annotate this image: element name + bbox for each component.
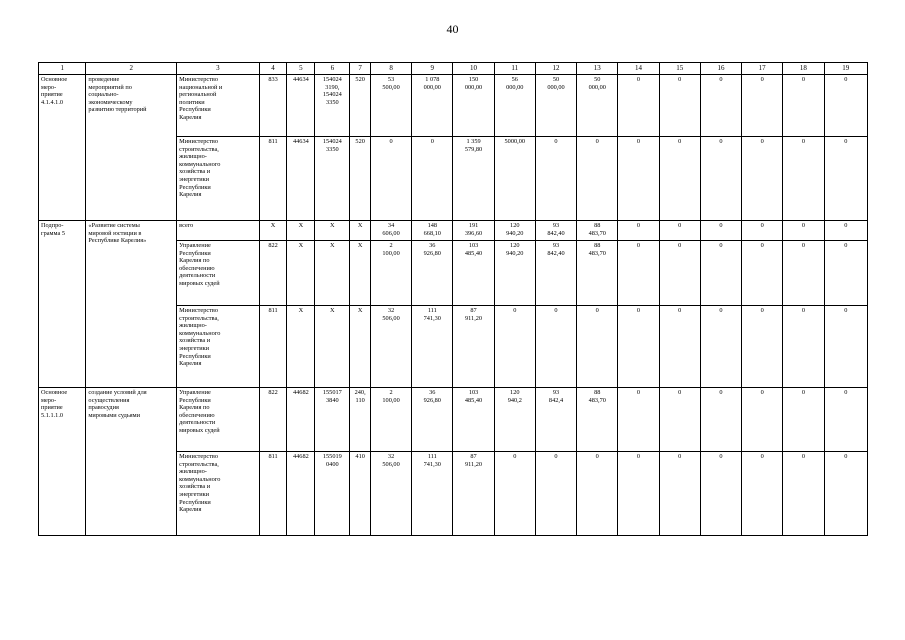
executor-cell: Министерство строительства, жилищно- коммунального хозяйства и энергетики Республики Карелия <box>177 306 259 388</box>
value-cell: 56 000,00 <box>494 75 535 137</box>
value-cell: 0 <box>824 241 867 306</box>
program-code-cell: Основное меро- приятие 4.1.4.1.0 <box>39 75 86 221</box>
program-name-cell: «Развитие системы мировой юстиции в Республике Карелия» <box>86 221 177 388</box>
value-cell: 833 <box>259 75 287 137</box>
table-body <box>39 63 868 536</box>
value-cell: 120 940,20 <box>494 221 535 241</box>
value-cell: 0 <box>700 75 741 137</box>
column-header: 10 <box>453 63 494 75</box>
column-header: 4 <box>259 63 287 75</box>
value-cell: 0 <box>659 75 700 137</box>
value-cell: X <box>315 306 350 388</box>
value-cell: 0 <box>742 241 783 306</box>
value-cell: 811 <box>259 137 287 221</box>
value-cell: 0 <box>535 306 576 388</box>
value-cell: X <box>350 221 371 241</box>
value-cell: 0 <box>742 452 783 536</box>
executor-cell: всего <box>177 221 259 241</box>
value-cell: X <box>350 241 371 306</box>
value-cell: 191 396,60 <box>453 221 494 241</box>
value-cell: 0 <box>618 241 659 306</box>
column-header: 14 <box>618 63 659 75</box>
value-cell: 2 100,00 <box>370 241 411 306</box>
value-cell: 0 <box>618 75 659 137</box>
table-row <box>39 221 868 241</box>
value-cell: 1 359 579,80 <box>453 137 494 221</box>
column-header: 11 <box>494 63 535 75</box>
executor-cell: Министерство строительства, жилищно- коммунального хозяйства и энергетики Республики Карелия <box>177 452 259 536</box>
value-cell: 0 <box>618 221 659 241</box>
executor-cell: Управление Республики Карелия по обеспечению деятельности мировых судей <box>177 241 259 306</box>
value-cell: 0 <box>742 75 783 137</box>
value-cell: 0 <box>618 306 659 388</box>
column-header: 19 <box>824 63 867 75</box>
value-cell: 0 <box>494 306 535 388</box>
value-cell: 811 <box>259 306 287 388</box>
value-cell: 53 500,00 <box>370 75 411 137</box>
value-cell: 93 842,4 <box>535 388 576 452</box>
value-cell: X <box>315 241 350 306</box>
value-cell: 103 485,40 <box>453 388 494 452</box>
value-cell: 150 000,00 <box>453 75 494 137</box>
value-cell: 0 <box>659 452 700 536</box>
value-cell: 0 <box>700 452 741 536</box>
value-cell: 155019 0400 <box>315 452 350 536</box>
value-cell: 0 <box>494 452 535 536</box>
table-row <box>39 75 868 137</box>
value-cell: 0 <box>659 137 700 221</box>
value-cell: 0 <box>742 221 783 241</box>
value-cell: 0 <box>535 452 576 536</box>
value-cell: 0 <box>618 452 659 536</box>
program-code-cell: Подпро- грамма 5 <box>39 221 86 388</box>
value-cell: 0 <box>700 137 741 221</box>
table-row <box>39 388 868 452</box>
value-cell: 0 <box>659 241 700 306</box>
value-cell: 0 <box>577 452 618 536</box>
value-cell: 2 100,00 <box>370 388 411 452</box>
value-cell: 0 <box>824 137 867 221</box>
value-cell: 50 000,00 <box>577 75 618 137</box>
value-cell: 0 <box>783 221 824 241</box>
value-cell: 154024 3190, 154024 3350 <box>315 75 350 137</box>
value-cell: 155017 3840 <box>315 388 350 452</box>
value-cell: 0 <box>659 221 700 241</box>
column-header: 15 <box>659 63 700 75</box>
value-cell: 120 940,20 <box>494 241 535 306</box>
value-cell: 410 <box>350 452 371 536</box>
header-row <box>39 63 868 75</box>
value-cell: 0 <box>700 306 741 388</box>
value-cell: 93 842,40 <box>535 221 576 241</box>
value-cell: 111 741,30 <box>412 306 453 388</box>
value-cell: 0 <box>824 75 867 137</box>
column-header: 1 <box>39 63 86 75</box>
column-header: 12 <box>535 63 576 75</box>
value-cell: 0 <box>577 306 618 388</box>
value-cell: 0 <box>742 388 783 452</box>
value-cell: X <box>259 221 287 241</box>
value-cell: 0 <box>618 137 659 221</box>
value-cell: 0 <box>535 137 576 221</box>
value-cell: 0 <box>783 75 824 137</box>
value-cell: 0 <box>824 306 867 388</box>
column-header: 2 <box>86 63 177 75</box>
value-cell: X <box>315 221 350 241</box>
column-header: 7 <box>350 63 371 75</box>
value-cell: 44682 <box>287 388 315 452</box>
page-number: 40 <box>446 22 459 36</box>
value-cell: 34 606,00 <box>370 221 411 241</box>
value-cell: 0 <box>783 241 824 306</box>
value-cell: 154024 3350 <box>315 137 350 221</box>
value-cell: X <box>350 306 371 388</box>
column-header: 16 <box>700 63 741 75</box>
executor-cell: Министерство строительства, жилищно- коммунального хозяйства и энергетики Республики Карелия <box>177 137 259 221</box>
value-cell: 44634 <box>287 137 315 221</box>
column-header: 8 <box>370 63 411 75</box>
value-cell: 0 <box>700 388 741 452</box>
value-cell: 0 <box>659 306 700 388</box>
column-header: 6 <box>315 63 350 75</box>
value-cell: 93 842,40 <box>535 241 576 306</box>
value-cell: X <box>287 306 315 388</box>
value-cell: 822 <box>259 388 287 452</box>
value-cell: X <box>287 221 315 241</box>
value-cell: 88 483,70 <box>577 388 618 452</box>
program-name-cell: создание условий для осуществления правосудия мировыми судьями <box>86 388 177 536</box>
value-cell: 811 <box>259 452 287 536</box>
program-name-cell: проведение мероприятий по социально- экономическому развитию территорий <box>86 75 177 221</box>
value-cell: 148 668,10 <box>412 221 453 241</box>
value-cell: 0 <box>824 221 867 241</box>
value-cell: 0 <box>824 388 867 452</box>
value-cell: 32 506,00 <box>370 306 411 388</box>
value-cell: 0 <box>783 306 824 388</box>
value-cell: 0 <box>742 137 783 221</box>
value-cell: 0 <box>783 137 824 221</box>
value-cell: 88 483,70 <box>577 241 618 306</box>
value-cell: 5000,00 <box>494 137 535 221</box>
value-cell: X <box>287 241 315 306</box>
program-code-cell: Основное меро- приятие 5.1.1.1.0 <box>39 388 86 536</box>
value-cell: 88 483,70 <box>577 221 618 241</box>
value-cell: 50 000,00 <box>535 75 576 137</box>
value-cell: 87 911,20 <box>453 452 494 536</box>
value-cell: 0 <box>370 137 411 221</box>
column-header: 17 <box>742 63 783 75</box>
value-cell: 240, 110 <box>350 388 371 452</box>
column-header: 18 <box>783 63 824 75</box>
executor-cell: Министерство национальной и региональной политики Республики Карелия <box>177 75 259 137</box>
value-cell: 0 <box>618 388 659 452</box>
value-cell: 32 506,00 <box>370 452 411 536</box>
value-cell: 44634 <box>287 75 315 137</box>
value-cell: 0 <box>659 388 700 452</box>
value-cell: 111 741,30 <box>412 452 453 536</box>
budget-table <box>38 62 868 536</box>
column-header: 3 <box>177 63 259 75</box>
value-cell: 0 <box>700 221 741 241</box>
value-cell: 87 911,20 <box>453 306 494 388</box>
value-cell: 36 926,80 <box>412 241 453 306</box>
column-header: 13 <box>577 63 618 75</box>
value-cell: 822 <box>259 241 287 306</box>
value-cell: 0 <box>742 306 783 388</box>
value-cell: 1 078 000,00 <box>412 75 453 137</box>
value-cell: 520 <box>350 75 371 137</box>
value-cell: 0 <box>700 241 741 306</box>
value-cell: 0 <box>412 137 453 221</box>
column-header: 5 <box>287 63 315 75</box>
value-cell: 36 926,80 <box>412 388 453 452</box>
executor-cell: Управление Республики Карелия по обеспечению деятельности мировых судей <box>177 388 259 452</box>
value-cell: 0 <box>577 137 618 221</box>
value-cell: 44682 <box>287 452 315 536</box>
value-cell: 0 <box>783 452 824 536</box>
column-header: 9 <box>412 63 453 75</box>
value-cell: 120 940,2 <box>494 388 535 452</box>
value-cell: 520 <box>350 137 371 221</box>
value-cell: 0 <box>783 388 824 452</box>
value-cell: 0 <box>824 452 867 536</box>
value-cell: 103 485,40 <box>453 241 494 306</box>
